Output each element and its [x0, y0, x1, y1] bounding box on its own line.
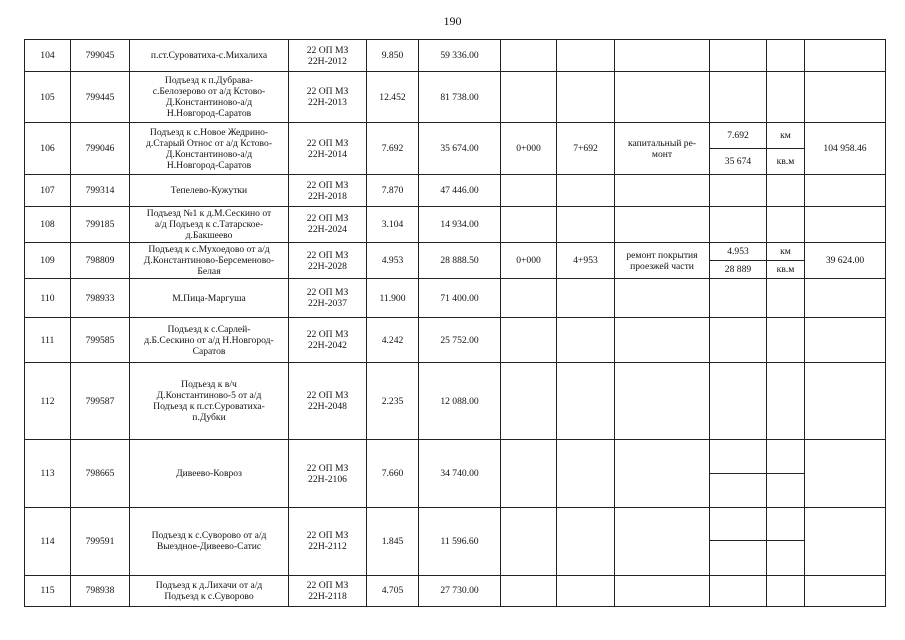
- page-number: 190: [443, 14, 462, 28]
- work-type: [615, 575, 710, 606]
- row-number: 115: [25, 575, 71, 606]
- quantity: [710, 40, 767, 72]
- table-row: [25, 440, 886, 473]
- road-name: Подъезд к с.Мухоедово от а/д Д.Константиново-Берсеменово- Белая: [130, 243, 289, 279]
- road-name: Дивеево-Ковроз: [130, 440, 289, 508]
- amount: 14 934.00: [419, 206, 501, 242]
- unit-length: км: [767, 122, 805, 148]
- start-km: [501, 279, 557, 317]
- total-cost: 39 624.00: [805, 243, 886, 279]
- road-name: М.Пица-Маргуша: [130, 279, 289, 317]
- unit: [767, 507, 805, 540]
- road-id: 798933: [71, 279, 130, 317]
- road-code: 22 ОП МЗ 22Н-2013: [289, 72, 367, 123]
- road-code: 22 ОП МЗ 22Н-2014: [289, 122, 367, 175]
- unit: [767, 40, 805, 72]
- table-row: [25, 40, 886, 72]
- start-km: [501, 317, 557, 362]
- table-row: [25, 206, 886, 242]
- end-km: [557, 507, 615, 575]
- work-type: [615, 175, 710, 206]
- road-name: п.ст.Суроватиха-с.Михалиха: [130, 40, 289, 72]
- road-code: 22 ОП МЗ 22Н-2024: [289, 206, 367, 242]
- quantity: [710, 473, 767, 507]
- total-cost: [805, 507, 886, 575]
- table-row: [25, 243, 886, 261]
- quantity: [710, 72, 767, 123]
- road-id: 799045: [71, 40, 130, 72]
- road-code: 22 ОП МЗ 22Н-2028: [289, 243, 367, 279]
- road-code: 22 ОП МЗ 22Н-2118: [289, 575, 367, 606]
- road-length: 12.452: [367, 72, 419, 123]
- quantity-area: 28 889: [710, 261, 767, 279]
- road-length: 3.104: [367, 206, 419, 242]
- unit-area: кв.м: [767, 261, 805, 279]
- start-km: [501, 507, 557, 575]
- unit: [767, 72, 805, 123]
- start-km: [501, 175, 557, 206]
- work-type: [615, 279, 710, 317]
- row-number: 104: [25, 40, 71, 72]
- unit: [767, 317, 805, 362]
- quantity-length: 4.953: [710, 243, 767, 261]
- row-number: 108: [25, 206, 71, 242]
- total-cost: [805, 317, 886, 362]
- quantity: [710, 440, 767, 473]
- end-km: [557, 363, 615, 440]
- table-row: [25, 279, 886, 317]
- start-km: [501, 363, 557, 440]
- work-type: капитальный ре- монт: [615, 122, 710, 175]
- road-code: 22 ОП МЗ 22Н-2037: [289, 279, 367, 317]
- road-length: 1.845: [367, 507, 419, 575]
- road-length: 11.900: [367, 279, 419, 317]
- road-code: 22 ОП МЗ 22Н-2042: [289, 317, 367, 362]
- road-id: 798809: [71, 243, 130, 279]
- quantity: [710, 507, 767, 540]
- road-name: Подъезд к в/ч Д.Константиново-5 от а/д Подъезд к п.ст.Суроватиха- п.Дубки: [130, 363, 289, 440]
- road-name: Подъезд к д.Лихачи от а/д Подъезд к с.Суворово: [130, 575, 289, 606]
- unit: [767, 363, 805, 440]
- end-km: 7+692: [557, 122, 615, 175]
- road-name: Тепелево-Кужутки: [130, 175, 289, 206]
- start-km: [501, 440, 557, 508]
- unit-length: км: [767, 243, 805, 261]
- amount: 27 730.00: [419, 575, 501, 606]
- table-row: [25, 72, 886, 123]
- row-number: 110: [25, 279, 71, 317]
- road-code: 22 ОП МЗ 22Н-2018: [289, 175, 367, 206]
- amount: 71 400.00: [419, 279, 501, 317]
- road-length: 7.870: [367, 175, 419, 206]
- road-id: 798938: [71, 575, 130, 606]
- road-id: 799585: [71, 317, 130, 362]
- work-type: [615, 507, 710, 575]
- amount: 81 738.00: [419, 72, 501, 123]
- end-km: [557, 317, 615, 362]
- road-id: 799185: [71, 206, 130, 242]
- road-name: Подъезд к с.Новое Жедрино- д.Старый Относ от а/д Кстово- Д.Константиново-а/д Н.Новгород-Саратов: [130, 122, 289, 175]
- road-length: 2.235: [367, 363, 419, 440]
- start-km: [501, 206, 557, 242]
- start-km: [501, 72, 557, 123]
- table-row: [25, 575, 886, 606]
- road-id: 799591: [71, 507, 130, 575]
- road-id: 799587: [71, 363, 130, 440]
- unit: [767, 175, 805, 206]
- unit: [767, 473, 805, 507]
- table-row: [25, 122, 886, 148]
- total-cost: [805, 72, 886, 123]
- quantity: [710, 541, 767, 575]
- unit: [767, 206, 805, 242]
- amount: 35 674.00: [419, 122, 501, 175]
- road-code: 22 ОП МЗ 22Н-2112: [289, 507, 367, 575]
- amount: 59 336.00: [419, 40, 501, 72]
- end-km: [557, 440, 615, 508]
- road-length: 4.242: [367, 317, 419, 362]
- road-code: 22 ОП МЗ 22Н-2048: [289, 363, 367, 440]
- work-type: [615, 206, 710, 242]
- row-number: 114: [25, 507, 71, 575]
- road-length: 7.660: [367, 440, 419, 508]
- road-name: Подъезд к с.Суворово от а/д Выездное-Дивеево-Сатис: [130, 507, 289, 575]
- quantity: [710, 206, 767, 242]
- amount: 34 740.00: [419, 440, 501, 508]
- amount: 47 446.00: [419, 175, 501, 206]
- road-code: 22 ОП МЗ 22Н-2012: [289, 40, 367, 72]
- start-km: 0+000: [501, 243, 557, 279]
- end-km: 4+953: [557, 243, 615, 279]
- work-type: [615, 440, 710, 508]
- road-length: 4.705: [367, 575, 419, 606]
- quantity-area: 35 674: [710, 149, 767, 175]
- total-cost: [805, 40, 886, 72]
- row-number: 105: [25, 72, 71, 123]
- quantity: [710, 363, 767, 440]
- road-name: Подъезд к с.Сарлей- д.Б.Сескино от а/д Н.Новгород- Саратов: [130, 317, 289, 362]
- road-name: Подъезд к п.Дубрава- с.Белозерово от а/д Кстово- Д.Константиново-а/д Н.Новгород-Саратов: [130, 72, 289, 123]
- amount: 28 888.50: [419, 243, 501, 279]
- road-length: 9.850: [367, 40, 419, 72]
- total-cost: 104 958.46: [805, 122, 886, 175]
- amount: 12 088.00: [419, 363, 501, 440]
- row-number: 106: [25, 122, 71, 175]
- end-km: [557, 40, 615, 72]
- road-register-table: [24, 39, 886, 607]
- quantity: [710, 575, 767, 606]
- road-id: 798665: [71, 440, 130, 508]
- quantity: [710, 175, 767, 206]
- table-row: [25, 507, 886, 540]
- work-type: [615, 363, 710, 440]
- row-number: 113: [25, 440, 71, 508]
- end-km: [557, 175, 615, 206]
- start-km: [501, 40, 557, 72]
- table-row: [25, 175, 886, 206]
- row-number: 111: [25, 317, 71, 362]
- end-km: [557, 72, 615, 123]
- road-id: 799314: [71, 175, 130, 206]
- total-cost: [805, 175, 886, 206]
- road-length: 4.953: [367, 243, 419, 279]
- work-type: [615, 72, 710, 123]
- end-km: [557, 575, 615, 606]
- quantity: [710, 317, 767, 362]
- end-km: [557, 279, 615, 317]
- unit: [767, 440, 805, 473]
- row-number: 112: [25, 363, 71, 440]
- road-name: Подъезд №1 к д.М.Сескино от а/д Подъезд к с.Татарское- д.Бакшеево: [130, 206, 289, 242]
- amount: 11 596.60: [419, 507, 501, 575]
- road-length: 7.692: [367, 122, 419, 175]
- start-km: 0+000: [501, 122, 557, 175]
- table-row: [25, 317, 886, 362]
- quantity: [710, 279, 767, 317]
- total-cost: [805, 575, 886, 606]
- unit: [767, 279, 805, 317]
- row-number: 107: [25, 175, 71, 206]
- road-id: 799046: [71, 122, 130, 175]
- unit: [767, 541, 805, 575]
- total-cost: [805, 279, 886, 317]
- unit: [767, 575, 805, 606]
- amount: 25 752.00: [419, 317, 501, 362]
- table-row: [25, 363, 886, 440]
- row-number: 109: [25, 243, 71, 279]
- total-cost: [805, 440, 886, 508]
- start-km: [501, 575, 557, 606]
- work-type: [615, 317, 710, 362]
- road-id: 799445: [71, 72, 130, 123]
- total-cost: [805, 206, 886, 242]
- road-code: 22 ОП МЗ 22Н-2106: [289, 440, 367, 508]
- total-cost: [805, 363, 886, 440]
- quantity-length: 7.692: [710, 122, 767, 148]
- unit-area: кв.м: [767, 149, 805, 175]
- end-km: [557, 206, 615, 242]
- work-type: [615, 40, 710, 72]
- work-type: ремонт покрытия проезжей части: [615, 243, 710, 279]
